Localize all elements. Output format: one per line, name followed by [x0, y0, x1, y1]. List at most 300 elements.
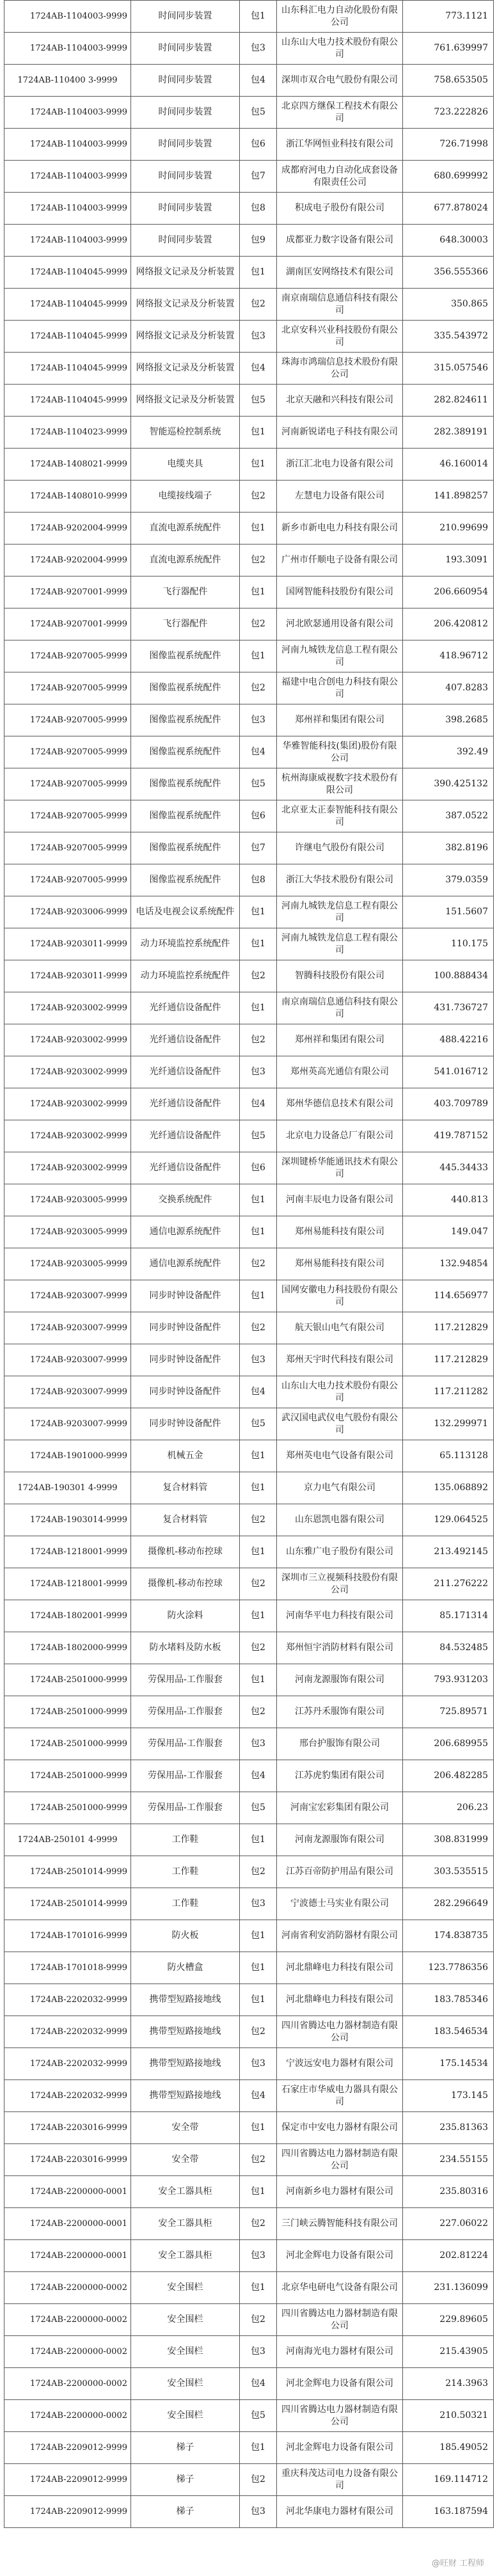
table-row: [4, 2208, 494, 2240]
supplier-cell: 山东雅广电子股份有限公司: [277, 1536, 403, 1568]
package-cell: 包3: [240, 33, 277, 65]
supplier-cell: 国网智能科技股份有限公司: [277, 576, 403, 608]
material-name-cell: 同步时钟设备配件: [131, 1376, 240, 1408]
supplier-cell: 河南龙源服饰有限公司: [277, 1824, 403, 1856]
table-row: [4, 193, 494, 225]
material-name-cell: 时间同步装置: [131, 1, 240, 33]
package-cell: 包2: [240, 1856, 277, 1888]
package-cell: 包4: [240, 2368, 277, 2400]
table-row: [4, 513, 494, 545]
package-cell: 包2: [240, 1312, 277, 1344]
package-cell: 包2: [240, 545, 277, 576]
material-name-cell: 图像监视系统配件: [131, 768, 240, 800]
supplier-cell: 江苏虎豹集团有限公司: [277, 1760, 403, 1792]
table-row: [4, 449, 494, 481]
material-name-cell: 安全围栏: [131, 2400, 240, 2432]
material-code-cell: 1724AB-1701016-9999: [4, 1920, 131, 1952]
material-name-cell: 携带型短路接地线: [131, 1984, 240, 2016]
material-code-cell: 1724AB-9203007-9999: [4, 1280, 131, 1312]
package-cell: 包7: [240, 161, 277, 193]
amount-cell: 282.824611: [403, 385, 494, 417]
table-row: [4, 1504, 494, 1536]
amount-cell: 227.06022: [403, 2208, 494, 2240]
material-name-cell: 动力环境监控系统配件: [131, 928, 240, 960]
package-cell: 包2: [240, 672, 277, 704]
table-row: [4, 97, 494, 129]
table-row: [4, 1888, 494, 1920]
table-row: [4, 1088, 494, 1120]
amount-cell: 235.80316: [403, 2176, 494, 2208]
material-code-cell: 1724AB-9203005-9999: [4, 1216, 131, 1248]
table-row: [4, 289, 494, 321]
material-name-cell: 梯子: [131, 2496, 240, 2528]
material-code-cell: 1724AB-9207005-9999: [4, 704, 131, 736]
package-cell: 包3: [240, 1344, 277, 1376]
table-row: [4, 1824, 494, 1856]
amount-cell: 46.160014: [403, 449, 494, 481]
material-name-cell: 网络报文记录及分析装置: [131, 385, 240, 417]
amount-cell: 235.81363: [403, 2112, 494, 2144]
material-name-cell: 网络报文记录及分析装置: [131, 257, 240, 289]
amount-cell: 85.171314: [403, 1600, 494, 1632]
table-row: [4, 2336, 494, 2368]
supplier-cell: 深圳键桥华能通讯技术有限公司: [277, 1152, 403, 1184]
material-code-cell: 1724AB-1701018-9999: [4, 1952, 131, 1984]
package-cell: 包5: [240, 385, 277, 417]
amount-cell: 135.068892: [403, 1472, 494, 1504]
package-cell: 包1: [240, 449, 277, 481]
amount-cell: 175.14534: [403, 2048, 494, 2080]
material-name-cell: 智能巡检控制系统: [131, 417, 240, 449]
table-row: [4, 2112, 494, 2144]
supplier-cell: 郑州易能科技有限公司: [277, 1248, 403, 1280]
package-cell: 包3: [240, 321, 277, 353]
amount-cell: 677.878024: [403, 193, 494, 225]
material-name-cell: 网络报文记录及分析装置: [131, 289, 240, 321]
material-code-cell: 1724AB-2200000-0002: [4, 2400, 131, 2432]
table-row: [4, 1120, 494, 1152]
material-code-cell: 1724AB-1802001-9999: [4, 1600, 131, 1632]
package-cell: 包4: [240, 1760, 277, 1792]
material-code-cell: 1724AB-2200000-0002: [4, 2336, 131, 2368]
table-row: [4, 1536, 494, 1568]
amount-cell: 382.8196: [403, 832, 494, 864]
material-code-cell: 1724AB-2200000-0001: [4, 2240, 131, 2272]
material-name-cell: 同步时钟设备配件: [131, 1312, 240, 1344]
supplier-cell: 河南九城铁龙信息工程有限公司: [277, 896, 403, 928]
material-code-cell: 1724AB-9203011-9999: [4, 928, 131, 960]
table-row: [4, 1152, 494, 1184]
table-row: [4, 1568, 494, 1600]
material-code-cell: 1724AB-9203011-9999: [4, 960, 131, 992]
material-code-cell: 1724AB-1104003-9999: [4, 33, 131, 65]
package-cell: 包1: [240, 1600, 277, 1632]
amount-cell: 445.34433: [403, 1152, 494, 1184]
supplier-cell: 河南宝宏彩集团有限公司: [277, 1792, 403, 1824]
material-code-cell: 1724AB-1802000-9999: [4, 1632, 131, 1664]
material-name-cell: 摄像机-移动布控球: [131, 1568, 240, 1600]
table-row: [4, 2400, 494, 2432]
material-name-cell: 网络报文记录及分析装置: [131, 321, 240, 353]
table-row: [4, 1, 494, 33]
package-cell: 包1: [240, 2112, 277, 2144]
material-code-cell: 1724AB-9207005-9999: [4, 736, 131, 768]
material-code-cell: 1724AB-1903014-9999: [4, 1504, 131, 1536]
material-code-cell: 1724AB-9207005-9999: [4, 672, 131, 704]
supplier-cell: 郑州华德信息技术有限公司: [277, 1088, 403, 1120]
material-code-cell: 1724AB-2501014-9999: [4, 1856, 131, 1888]
material-code-cell: 1724AB-2501000-9999: [4, 1664, 131, 1696]
material-name-cell: 复合材料管: [131, 1472, 240, 1504]
amount-cell: 758.653505: [403, 65, 494, 97]
supplier-cell: 三门峡云腾智能科技有限公司: [277, 2208, 403, 2240]
package-cell: 包1: [240, 1280, 277, 1312]
package-cell: 包2: [240, 1696, 277, 1728]
material-name-cell: 同步时钟设备配件: [131, 1408, 240, 1440]
supplier-cell: 郑州恒宇消防材料有限公司: [277, 1632, 403, 1664]
amount-cell: 206.23: [403, 1792, 494, 1824]
material-name-cell: 安全带: [131, 2144, 240, 2176]
package-cell: 包5: [240, 1120, 277, 1152]
package-cell: 包2: [240, 608, 277, 640]
material-code-cell: 1724AB-1408021-9999: [4, 449, 131, 481]
amount-cell: 403.709789: [403, 1088, 494, 1120]
package-cell: 包1: [240, 992, 277, 1024]
supplier-cell: 石家庄市华威电力器具有限公司: [277, 2080, 403, 2112]
material-name-cell: 携带型短路接地线: [131, 2080, 240, 2112]
supplier-cell: 河南龙源服饰有限公司: [277, 1664, 403, 1696]
package-cell: 包5: [240, 768, 277, 800]
material-name-cell: 时间同步装置: [131, 129, 240, 161]
supplier-cell: 南京南瑞信息通信科技有限公司: [277, 289, 403, 321]
amount-cell: 174.838735: [403, 1920, 494, 1952]
supplier-cell: 四川省腾达电力器材制造有限公司: [277, 2144, 403, 2176]
material-code-cell: 1724AB-2209012-9999: [4, 2464, 131, 2496]
package-cell: 包1: [240, 640, 277, 672]
package-cell: 包3: [240, 1728, 277, 1760]
table-row: [4, 2176, 494, 2208]
table-row: [4, 1184, 494, 1216]
package-cell: 包2: [240, 289, 277, 321]
supplier-cell: 郑州英电电气设备有限公司: [277, 1440, 403, 1472]
material-name-cell: 时间同步装置: [131, 65, 240, 97]
material-name-cell: 图像监视系统配件: [131, 640, 240, 672]
material-name-cell: 梯子: [131, 2464, 240, 2496]
package-cell: 包3: [240, 1056, 277, 1088]
amount-cell: 761.639997: [403, 33, 494, 65]
amount-cell: 541.016712: [403, 1056, 494, 1088]
supplier-cell: 积成电子股份有限公司: [277, 193, 403, 225]
package-cell: 包8: [240, 864, 277, 896]
material-name-cell: 光纤通信设备配件: [131, 1024, 240, 1056]
amount-cell: 488.42216: [403, 1024, 494, 1056]
material-code-cell: 1724AB-2202032-9999: [4, 1984, 131, 2016]
material-code-cell: 1724AB-2202032-9999: [4, 2016, 131, 2048]
material-name-cell: 工作鞋: [131, 1824, 240, 1856]
supplier-cell: 山东恩凯电器有限公司: [277, 1504, 403, 1536]
amount-cell: 206.689955: [403, 1728, 494, 1760]
material-name-cell: 光纤通信设备配件: [131, 1088, 240, 1120]
table-row: [4, 1696, 494, 1728]
material-code-cell: 1724AB-9203007-9999: [4, 1312, 131, 1344]
package-cell: 包2: [240, 2208, 277, 2240]
amount-cell: 206.420812: [403, 608, 494, 640]
amount-cell: 129.064525: [403, 1504, 494, 1536]
amount-cell: 100.888434: [403, 960, 494, 992]
table-row: [4, 1792, 494, 1824]
material-code-cell: 1724AB-2200000-0002: [4, 2272, 131, 2304]
supplier-cell: 郑州英高光通信有限公司: [277, 1056, 403, 1088]
supplier-cell: 郑州祥和集团有限公司: [277, 1024, 403, 1056]
table-row: [4, 2048, 494, 2080]
package-cell: 包6: [240, 129, 277, 161]
material-name-cell: 光纤通信设备配件: [131, 1152, 240, 1184]
supplier-cell: 河南海光电力器材有限公司: [277, 2336, 403, 2368]
amount-cell: 234.55155: [403, 2144, 494, 2176]
table-row: [4, 2272, 494, 2304]
table-row: [4, 2464, 494, 2496]
package-cell: 包5: [240, 97, 277, 129]
material-name-cell: 工作鞋: [131, 1888, 240, 1920]
amount-cell: 132.299971: [403, 1408, 494, 1440]
material-name-cell: 光纤通信设备配件: [131, 1056, 240, 1088]
table-row: [4, 736, 494, 768]
material-name-cell: 安全围栏: [131, 2304, 240, 2336]
table-row: [4, 2496, 494, 2528]
amount-cell: 84.532485: [403, 1632, 494, 1664]
material-name-cell: 飞行器配件: [131, 576, 240, 608]
supplier-cell: 山东科汇电力自动化股份有限公司: [277, 1, 403, 33]
package-cell: 包1: [240, 2176, 277, 2208]
package-cell: 包1: [240, 2272, 277, 2304]
material-code-cell: 1724AB-1104045-9999: [4, 385, 131, 417]
package-cell: 包3: [240, 2336, 277, 2368]
table-row: [4, 1664, 494, 1696]
package-cell: 包2: [240, 2304, 277, 2336]
material-name-cell: 劳保用品-工作服套: [131, 1696, 240, 1728]
material-name-cell: 电缆夹具: [131, 449, 240, 481]
package-cell: 包1: [240, 1824, 277, 1856]
package-cell: 包9: [240, 225, 277, 257]
material-code-cell: 1724AB-2200000-0001: [4, 2208, 131, 2240]
table-row: [4, 2144, 494, 2176]
material-code-cell: 1724AB-9203007-9999: [4, 1408, 131, 1440]
amount-cell: 206.660954: [403, 576, 494, 608]
supplier-cell: 河南新锐诺电子科技有限公司: [277, 417, 403, 449]
material-code-cell: 1724AB-9203002-9999: [4, 1024, 131, 1056]
amount-cell: 169.114712: [403, 2464, 494, 2496]
material-name-cell: 安全围栏: [131, 2368, 240, 2400]
table-row: [4, 2016, 494, 2048]
package-cell: 包3: [240, 2048, 277, 2080]
amount-cell: 65.113128: [403, 1440, 494, 1472]
supplier-cell: 广州市仟顺电子设备有限公司: [277, 545, 403, 576]
supplier-cell: 北京亚太正泰智能科技有限公司: [277, 800, 403, 832]
package-cell: 包1: [240, 1472, 277, 1504]
material-name-cell: 劳保用品-工作服套: [131, 1760, 240, 1792]
package-cell: 包3: [240, 704, 277, 736]
package-cell: 包5: [240, 2400, 277, 2432]
package-cell: 包4: [240, 2080, 277, 2112]
material-name-cell: 安全工器具柜: [131, 2176, 240, 2208]
table-row: [4, 1728, 494, 1760]
table-row: [4, 576, 494, 608]
package-cell: 包1: [240, 576, 277, 608]
table-row: [4, 33, 494, 65]
table-row: [4, 1216, 494, 1248]
table-row: [4, 1632, 494, 1664]
amount-cell: 350.865: [403, 289, 494, 321]
supplier-cell: 河北金辉电力设备有限公司: [277, 2368, 403, 2400]
amount-cell: 117.211282: [403, 1376, 494, 1408]
table-row: [4, 2432, 494, 2464]
supplier-cell: 深圳市三立视频科技股份有限公司: [277, 1568, 403, 1600]
material-name-cell: 安全围栏: [131, 2272, 240, 2304]
table-row: [4, 2080, 494, 2112]
material-code-cell: 1724AB-9203007-9999: [4, 1376, 131, 1408]
amount-cell: 440.813: [403, 1184, 494, 1216]
supplier-cell: 河南省利安消防器材有限公司: [277, 1920, 403, 1952]
material-name-cell: 飞行器配件: [131, 608, 240, 640]
supplier-cell: 左慧电力设备有限公司: [277, 481, 403, 513]
table-row: [4, 2240, 494, 2272]
material-name-cell: 劳保用品-工作服套: [131, 1792, 240, 1824]
table-row: [4, 2368, 494, 2400]
amount-cell: 183.785346: [403, 1984, 494, 2016]
award-table-body: [4, 1, 494, 2528]
supplier-cell: 四川省腾达电力器材制造有限公司: [277, 2400, 403, 2432]
material-code-cell: 1724AB-9203002-9999: [4, 1120, 131, 1152]
material-name-cell: 时间同步装置: [131, 193, 240, 225]
material-code-cell: 1724AB-1104023-9999: [4, 417, 131, 449]
material-code-cell: 1724AB-190301 4-9999: [4, 1472, 131, 1504]
table-row: [4, 1472, 494, 1504]
material-name-cell: 安全工器具柜: [131, 2240, 240, 2272]
package-cell: 包2: [240, 2016, 277, 2048]
table-row: [4, 640, 494, 672]
amount-cell: 335.543972: [403, 321, 494, 353]
material-name-cell: 时间同步装置: [131, 225, 240, 257]
package-cell: 包1: [240, 1440, 277, 1472]
material-code-cell: 1724AB-1104045-9999: [4, 353, 131, 385]
table-row: [4, 1280, 494, 1312]
table-row: [4, 704, 494, 736]
amount-cell: 163.187594: [403, 2496, 494, 2528]
amount-cell: 229.89605: [403, 2304, 494, 2336]
material-code-cell: 1724AB-9202004-9999: [4, 545, 131, 576]
material-name-cell: 时间同步装置: [131, 161, 240, 193]
material-name-cell: 直流电源系统配件: [131, 545, 240, 576]
material-name-cell: 图像监视系统配件: [131, 864, 240, 896]
amount-cell: 231.136099: [403, 2272, 494, 2304]
amount-cell: 210.50321: [403, 2400, 494, 2432]
supplier-cell: 邢台护服饰有限公司: [277, 1728, 403, 1760]
material-code-cell: 1724AB-2200000-0002: [4, 2368, 131, 2400]
table-row: [4, 768, 494, 800]
amount-cell: 418.96712: [403, 640, 494, 672]
supplier-cell: 江苏百帝防护用品有限公司: [277, 1856, 403, 1888]
supplier-cell: 北京电力设备总厂有限公司: [277, 1120, 403, 1152]
material-name-cell: 同步时钟设备配件: [131, 1344, 240, 1376]
material-code-cell: 1724AB-2209012-9999: [4, 2496, 131, 2528]
table-row: [4, 225, 494, 257]
package-cell: 包6: [240, 800, 277, 832]
supplier-cell: 郑州祥和集团有限公司: [277, 704, 403, 736]
supplier-cell: 北京安科兴业科技股份有限公司: [277, 321, 403, 353]
table-row: [4, 672, 494, 704]
table-row: [4, 1984, 494, 2016]
table-row: [4, 417, 494, 449]
table-row: [4, 800, 494, 832]
material-code-cell: 1724AB-2501000-9999: [4, 1792, 131, 1824]
table-row: [4, 896, 494, 928]
package-cell: 包1: [240, 1952, 277, 1984]
package-cell: 包2: [240, 1504, 277, 1536]
table-row: [4, 481, 494, 513]
amount-cell: 213.492145: [403, 1536, 494, 1568]
supplier-cell: 湖南匡安网络技术有限公司: [277, 257, 403, 289]
table-row: [4, 864, 494, 896]
material-code-cell: 1724AB-9207005-9999: [4, 640, 131, 672]
package-cell: 包1: [240, 513, 277, 545]
package-cell: 包6: [240, 1152, 277, 1184]
material-name-cell: 图像监视系统配件: [131, 736, 240, 768]
material-name-cell: 通信电源系统配件: [131, 1248, 240, 1280]
material-code-cell: 1724AB-9207005-9999: [4, 800, 131, 832]
supplier-cell: 河北金辉电力设备有限公司: [277, 2240, 403, 2272]
amount-cell: 210.99699: [403, 513, 494, 545]
package-cell: 包8: [240, 193, 277, 225]
material-code-cell: 1724AB-2200000-0001: [4, 2176, 131, 2208]
package-cell: 包5: [240, 1792, 277, 1824]
supplier-cell: 四川省腾达电力器材制造有限公司: [277, 2304, 403, 2336]
supplier-cell: 成都府河电力自动化成套设备有限责任公司: [277, 161, 403, 193]
amount-cell: 206.482285: [403, 1760, 494, 1792]
table-row: [4, 257, 494, 289]
material-name-cell: 携带型短路接地线: [131, 2016, 240, 2048]
material-code-cell: 1724AB-9202004-9999: [4, 513, 131, 545]
amount-cell: 379.0359: [403, 864, 494, 896]
material-code-cell: 1724AB-9203005-9999: [4, 1248, 131, 1280]
table-row: [4, 832, 494, 864]
package-cell: 包2: [240, 2464, 277, 2496]
supplier-cell: 武汉国电武仪电气股份有限公司: [277, 1408, 403, 1440]
amount-cell: 215.43905: [403, 2336, 494, 2368]
supplier-cell: 江苏丹禾服饰有限公司: [277, 1696, 403, 1728]
amount-cell: 398.2685: [403, 704, 494, 736]
package-cell: 包2: [240, 1568, 277, 1600]
material-code-cell: 1724AB-250101 4-9999: [4, 1824, 131, 1856]
material-code-cell: 1724AB-2501000-9999: [4, 1696, 131, 1728]
package-cell: 包1: [240, 1184, 277, 1216]
material-code-cell: 1724AB-9203002-9999: [4, 1088, 131, 1120]
supplier-cell: 河南丰辰电力设备有限公司: [277, 1184, 403, 1216]
material-code-cell: 1724AB-1104003-9999: [4, 161, 131, 193]
amount-cell: 303.535515: [403, 1856, 494, 1888]
material-code-cell: 1724AB-1104003-9999: [4, 225, 131, 257]
amount-cell: 185.49052: [403, 2432, 494, 2464]
watermark: @旺财 工程师: [429, 2555, 487, 2570]
supplier-cell: 河北金辉电力设备有限公司: [277, 2432, 403, 2464]
table-row: [4, 2304, 494, 2336]
package-cell: 包1: [240, 928, 277, 960]
table-row: [4, 1760, 494, 1792]
supplier-cell: 山东山大电力技术股份有限公司: [277, 1376, 403, 1408]
material-name-cell: 携带型短路接地线: [131, 2048, 240, 2080]
amount-cell: 282.389191: [403, 417, 494, 449]
material-name-cell: 通信电源系统配件: [131, 1216, 240, 1248]
table-row: [4, 1344, 494, 1376]
